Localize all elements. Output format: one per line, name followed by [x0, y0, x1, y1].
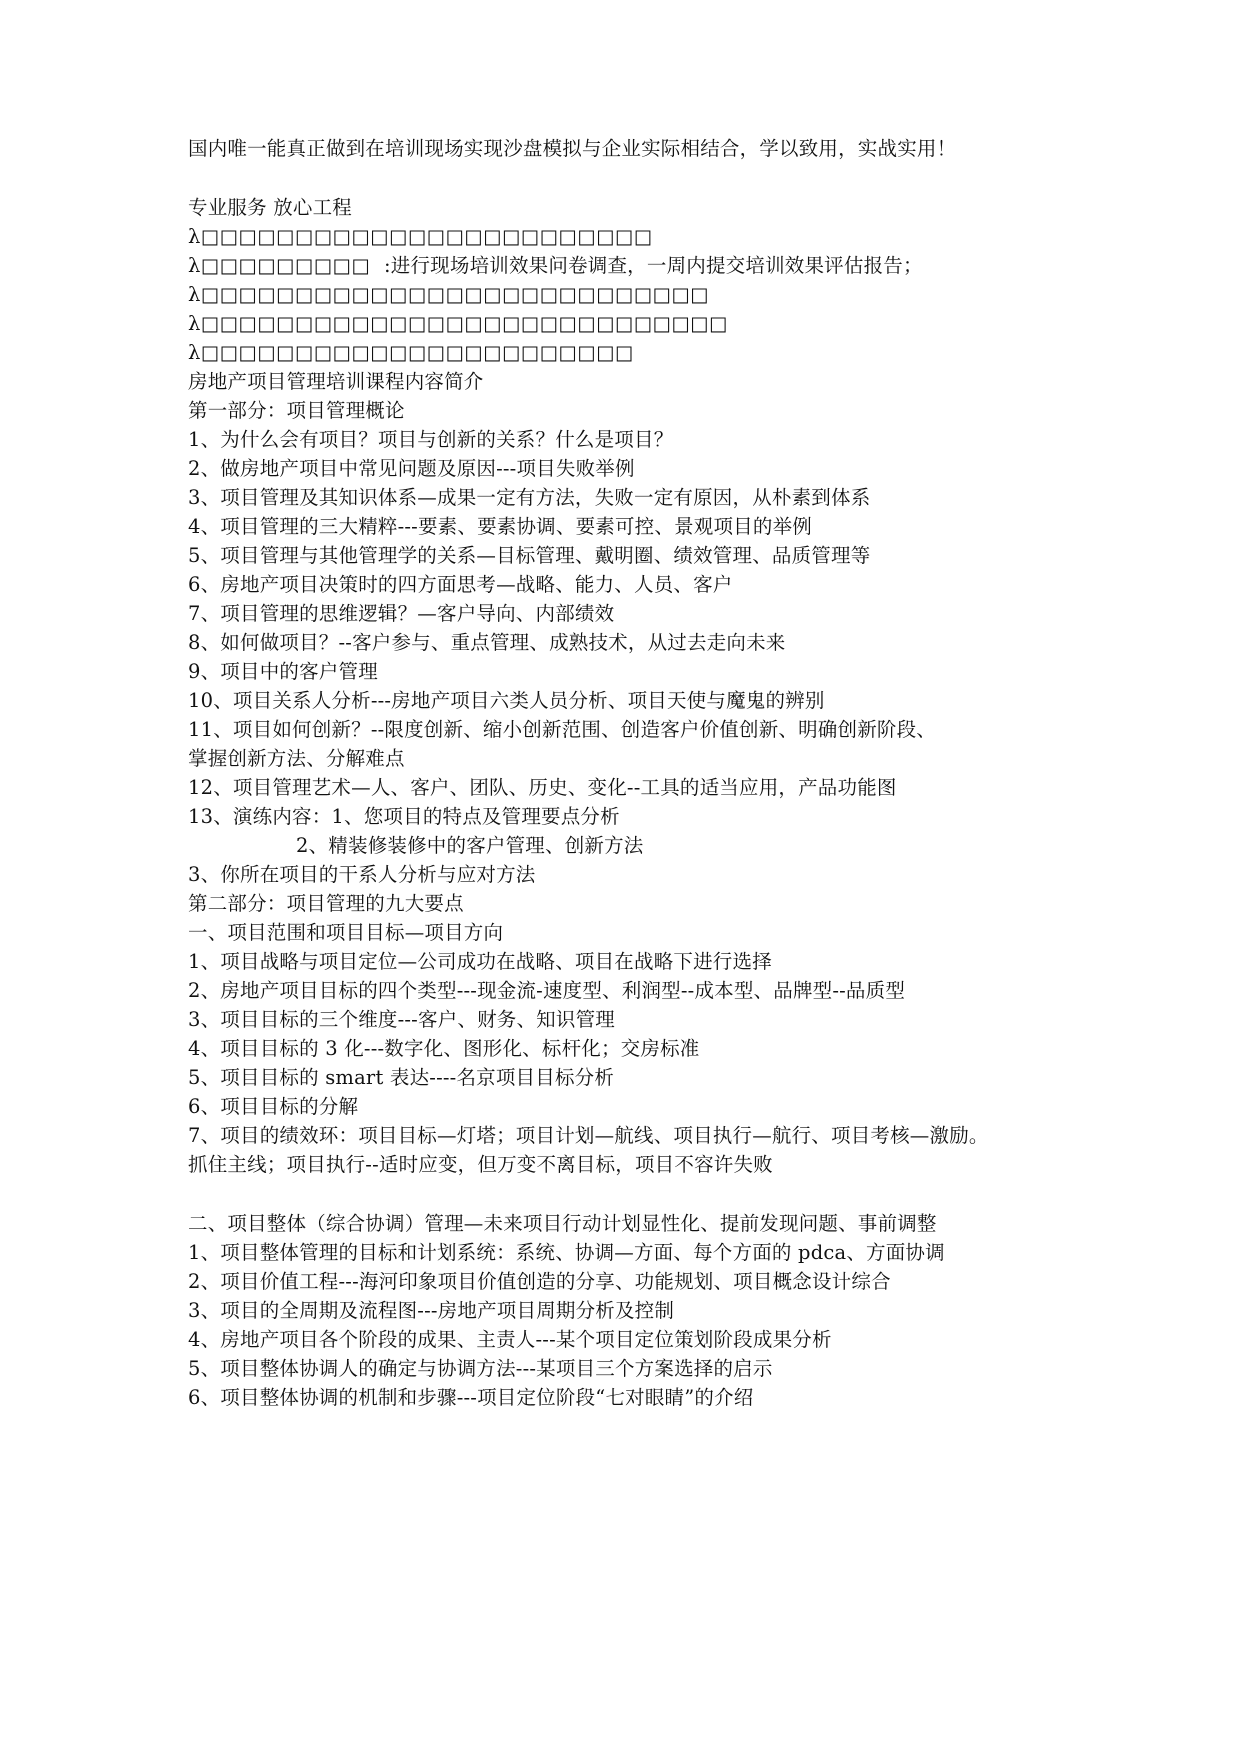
list-item: 2、房地产项目目标的四个类型---现金流-速度型、利润型--成本型、品牌型--品质型: [188, 979, 906, 1002]
list-item: 7、项目的绩效环：项目目标—灯塔；项目计划—航线、项目执行—航行、项目考核—激励。: [188, 1124, 989, 1147]
list-subitem: 3、你所在项目的干系人分析与应对方法: [188, 863, 536, 886]
list-item: 7、项目管理的思维逻辑？—客户导向、内部绩效: [188, 602, 615, 625]
list-item-continuation: 掌握创新方法、分解难点: [188, 747, 405, 770]
list-item: 6、项目目标的分解: [188, 1095, 359, 1118]
course-title: 房地产项目管理培训课程内容简介: [188, 370, 484, 393]
bullet-line-2-text: :进行现场培训效果问卷调查，一周内提交培训效果评估报告；: [384, 254, 923, 277]
part-one-heading: 第一部分：项目管理概论: [188, 399, 405, 422]
list-subitem: 2、精装修装修中的客户管理、创新方法: [296, 834, 644, 857]
intro-line: 国内唯一能真正做到在培训现场实现沙盘模拟与企业实际相结合，学以致用，实战实用！: [188, 137, 957, 160]
list-item: 4、项目管理的三大精粹---要素、要素协调、要素可控、景观项目的举例: [188, 515, 812, 538]
list-item: 4、项目目标的 3 化---数字化、图形化、标杆化；交房标准: [188, 1037, 700, 1060]
service-title: 专业服务 放心工程: [188, 196, 352, 219]
list-item: 12、项目管理艺术—人、客户、团队、历史、变化--工具的适当应用，产品功能图: [188, 776, 897, 799]
list-item: 3、项目的全周期及流程图---房地产项目周期分析及控制: [188, 1299, 675, 1322]
list-item: 5、项目管理与其他管理学的关系—目标管理、戴明圈、绩效管理、品质管理等: [188, 544, 871, 567]
list-item: 6、项目整体协调的机制和步骤---项目定位阶段“七对眼睛”的介绍: [188, 1386, 754, 1409]
bullet-line-1: λ□□□□□□□□□□□□□□□□□□□□□□□□: [188, 225, 653, 248]
bullet-line-2-boxes: λ□□□□□□□□□: [188, 254, 371, 277]
list-item: 9、项目中的客户管理: [188, 660, 378, 683]
list-item: 10、项目关系人分析---房地产项目六类人员分析、项目天使与魔鬼的辨别: [188, 689, 825, 712]
list-item: 6、房地产项目决策时的四方面思考—战略、能力、人员、客户: [188, 573, 733, 596]
section-heading: 二、项目整体（综合协调）管理—未来项目行动计划显性化、提前发现问题、事前调整: [188, 1212, 937, 1235]
bullet-line-2: [188, 254, 1148, 278]
list-item-continuation: 抓住主线；项目执行--适时应变，但万变不离目标，项目不容许失败: [188, 1153, 773, 1176]
list-item: 11、项目如何创新？--限度创新、缩小创新范围、创造客户价值创新、明确创新阶段、: [188, 718, 936, 741]
part-two-heading: 第二部分：项目管理的九大要点: [188, 892, 464, 915]
list-item: 1、项目战略与项目定位—公司成功在战略、项目在战略下进行选择: [188, 950, 772, 973]
list-item: 3、项目管理及其知识体系—成果一定有方法，失败一定有原因，从朴素到体系: [188, 486, 871, 509]
list-item: 5、项目目标的 smart 表达----名京项目目标分析: [188, 1066, 615, 1089]
list-item: 13、演练内容：1、您项目的特点及管理要点分析: [188, 805, 620, 828]
list-item: 2、项目价值工程---海河印象项目价值创造的分享、功能规划、项目概念设计综合: [188, 1270, 891, 1293]
list-item: 1、项目整体管理的目标和计划系统：系统、协调—方面、每个方面的 pdca、方面协调: [188, 1241, 945, 1264]
list-item: 8、如何做项目？--客户参与、重点管理、成熟技术，从过去走向未来: [188, 631, 786, 654]
bullet-line-3: λ□□□□□□□□□□□□□□□□□□□□□□□□□□□: [188, 283, 710, 306]
section-heading: 一、项目范围和项目目标—项目方向: [188, 921, 504, 944]
bullet-line-5: λ□□□□□□□□□□□□□□□□□□□□□□□: [188, 341, 634, 364]
list-item: 2、做房地产项目中常见问题及原因---项目失败举例: [188, 457, 635, 480]
list-item: 4、房地产项目各个阶段的成果、主责人---某个项目定位策划阶段成果分析: [188, 1328, 832, 1351]
list-item: 5、项目整体协调人的确定与协调方法---某项目三个方案选择的启示: [188, 1357, 773, 1380]
list-item: 3、项目目标的三个维度---客户、财务、知识管理: [188, 1008, 615, 1031]
list-item: 1、为什么会有项目？项目与创新的关系？什么是项目？: [188, 428, 674, 451]
bullet-line-4: λ□□□□□□□□□□□□□□□□□□□□□□□□□□□□: [188, 312, 728, 335]
